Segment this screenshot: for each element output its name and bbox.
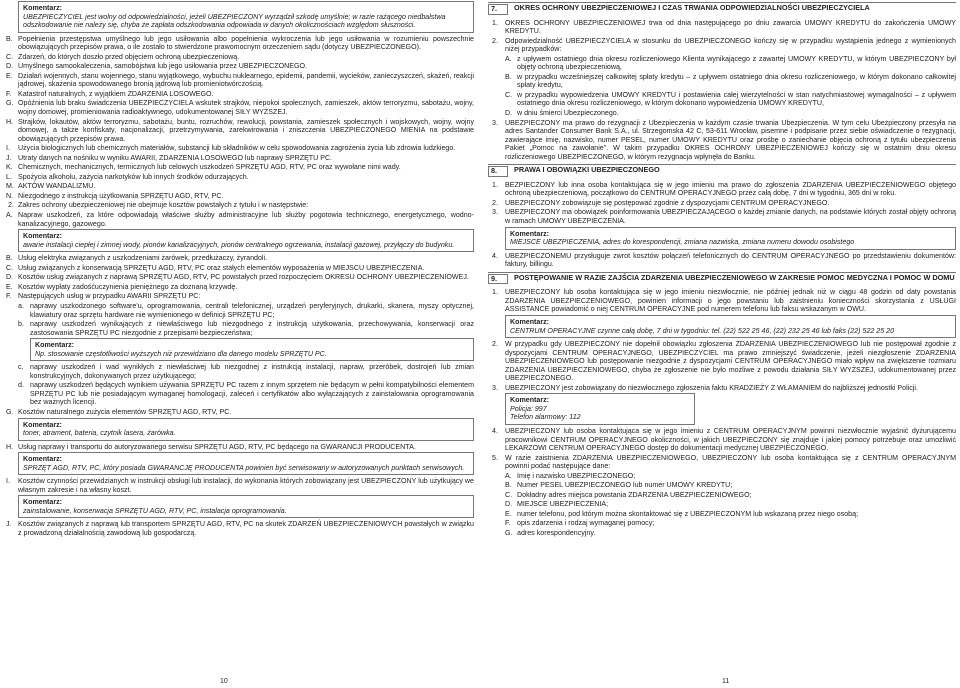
list-item: L. Spożycia alkoholu, zażycia narkotyków lub innych środków odurzających. — [6, 172, 249, 181]
comment-box: Komentarz: CENTRUM OPERACYJNE czynne całą dobę, 7 dni w tygodniu: tel. (22) 522 25 46, (22) 232 25 46 lub faks (22) 522 25 20 — [505, 315, 956, 338]
pc-sublist-2 — [6, 363, 474, 407]
list-item: H. Usług naprawy i transportu do autoryzowanego serwisu SPRZĘTU AGD, RTV, PC będącego na GWARANCJI PRODUCENTA. — [6, 442, 416, 451]
page-number-left: 10 — [220, 678, 228, 685]
list-item: J. Utraty danych na nośniku w wyniku AWARII, ZDARZENIA LOSOWEGO lub naprawy SPRZĘTU PC. — [6, 153, 333, 162]
list-item: F. Następujących usług w przypadku AWARII SPRZĘTU PC: — [6, 292, 201, 301]
list-item: 2. UBEZPIECZONY zobowiązuje się postępować zgodnie z dyspozycjami CENTRUM OPERACYJNEGO. — [492, 198, 830, 207]
list-item: B. Popełnienia przestępstwa umyślnego lub jego usiłowania albo popełnienia wykroczenia lub jego usiłowania w rozumieniu powszechnie obowiązujących przepisów prawa, o ile zostało to stwierdzone prawomocnym orzeczeniem sądu (dotyczy UBEZPIECZONEGO). — [6, 34, 474, 52]
section-9-list-3 — [488, 427, 956, 471]
list-item: E. numer telefonu, pod którym można skontaktować się z UBEZPIECZONYM lub wskazaną przez niego osobą; — [505, 509, 859, 518]
list-item: B. Numer PESEL UBEZPIECZONEGO lub numer UMOWY KREDYTU; — [505, 481, 733, 490]
list-item: G. Kosztów naturalnego zużycia elementów SPRZĘTU AGD, RTV, PC. — [6, 407, 232, 416]
list-item: 3. UBEZPIECZONY ma prawo do rezygnacji z Ubezpieczenia w każdym czasie trwania Ubezpieczenia. W tym celu Ubezpieczony przesyła na adres Santander Consumer Bank S.A., ul. Strzegomska 42 C, 53-611 Wrocław, pisemne i podpisane przez siebie oświadczenie o rezygnacji, zawierające imię, nazwisko, numer PESEL, numer UMOWY KREDYTU oraz prośbę o zaniechanie objęcia ochroną z tytułu ubezpieczenia Pakiet „Pomoc na zawołanie”. W takim przypadku OKRES OCHRONY UBEZPIECZENIOWEJ kończy się w ostatnim dniu okresu rozliczeniowego UBEZPIECZONEGO, w którym rezygnacja wpłynęła do Banku. — [492, 118, 956, 161]
item-h — [6, 443, 474, 452]
list-item: 1. OKRES OCHRONY UBEZPIECZENIOWEJ trwa od dnia następującego po dniu zawarcia UMOWY KREDYTU do zakończenia UMOWY KREDYTU. — [492, 18, 956, 36]
list-item: C. Usług związanych z konserwacją SPRZĘTU AGD, RTV, PC oraz stałych elementów wyposażenia w MIEJSCU UBEZPIECZENIA. — [6, 263, 425, 272]
left-column — [6, 0, 474, 539]
list-item: a. naprawy uszkodzonego software'u, oprogramowania, centrali telefonicznej, urządzeń peryferyjnych, drukarki, skanera, myszy optycznej, klawiatury oraz sprzętu hardware nie wymienionego w definicji SPRZĘTU PC; — [18, 301, 474, 319]
list-item: b. naprawy uszkodzeń wynikających z niewłaściwego lub niezgodnego z instrukcją użytkowania, przechowywania, konserwacji oraz zastosowania SPRZĘTU PC niezgodnie z przepisami bezpieczeństwa; — [18, 320, 474, 337]
list-item: 1. UBEZPIECZONY lub osoba kontaktująca się w jego imieniu niezwłocznie, nie później jednak niż w ciągu 48 godzin od daty powstania ZDARZENIA UBEZPIECZENIOWEGO, powinien informacji o jego powstaniu lub zaistnieniu konieczności skorzystania z USŁUGI ASSISTANCE powiadomić o niej CENTRUM OPERACYJNE pod numerem telefonu lub faksu wskazanym w OWU. — [492, 288, 956, 314]
item-i — [6, 477, 474, 494]
list-item: G. Opóźnienia lub braku świadczenia UBEZPIECZYCIELA wskutek strajków, niepokoi społecznych, zamieszek, aktów terroryzmu, sabotażu, wojny, wojny domowej, promieniowania radioaktywnego, udokumentowanej SIŁY WYŻSZEJ. — [6, 99, 474, 117]
list-item: H. Strajków, lokautów, aktów terroryzmu, sabotażu, buntu, rozruchów, rewolucji, powstania, zamieszek społecznych i wojskowych, wojny, wojny domowej, a także konfiskaty, nacjonalizacji, przetrzymywania, zarekwirowania i zniszczenia UBEZPIECZONEGO MIENIA na podstawie obowiązujących przepisów prawa. — [6, 117, 474, 143]
comment-box: Komentarz: toner, atrament, bateria, czytnik lasera, żarówka. — [18, 418, 474, 441]
list-item: A. Napraw uszkodzeń, za które odpowiadają właściwe służby administracyjne lub służby pogotowia technicznego, energetycznego, wodno-kanalizacyjnego, gazowego. — [6, 211, 474, 228]
comment-box: Komentarz: Policja: 997 Telefon alarmowy: 112 — [505, 393, 695, 425]
list-item: C. Zdarzeń, do których doszło przed objęciem ochroną ubezpieczeniową. — [6, 52, 240, 61]
section-7-sublist — [505, 55, 956, 118]
comment-box: Komentarz: MIEJSCE UBEZPIECZENIA, adres do korespondencji, zmiana nazwiska, zmiana numeru dowodu osobistego — [505, 227, 956, 250]
cost-exclusions-list-b — [6, 254, 474, 301]
section-heading-7: 7. OKRES OCHRONY UBEZPIECZENIOWEJ I CZAS TRWANIA ODPOWIEDZIALNOŚCI UBEZPIECZYCIELA — [488, 2, 956, 16]
page-number-right: 11 — [722, 678, 730, 685]
list-item: 5. W razie zaistnienia ZDARZENIA UBEZPIECZENIOWEGO, UBEZPIECZONY lub osoba kontaktująca się z CENTRUM OPERACYJNYM powinni podać następujące dane: — [492, 453, 956, 471]
list-item: E. Kosztów wypłaty zadośćuczynienia pieniężnego za doznaną krzywdę. — [6, 282, 238, 291]
list-item: 2. Zakres ochrony ubezpieczeniowej nie obejmuje kosztów powstałych z tytułu i w następstwie: — [8, 201, 309, 210]
comment-text: UBEZPIECZYCIEL jest wolny od odpowiedzialności, jeżeli UBEZPIECZONY wyrządził szkodę umyślnie; w razie rażącego niedbalstwa odszkodowanie nie należy się, chyba że zapłata odszkodowania odpowiada w danych okolicznościach względom słuszności. — [23, 12, 446, 30]
list-item: 4. UBEZPIECZONEMU przysługuje zwrot kosztów połączeń telefonicznych do CENTRUM OPERACYJNEGO po przedstawieniu dokumentów: faktury, billingu. — [492, 251, 956, 269]
comment-box: Komentarz: Np. stosowanie częstotliwości wyższych niż przewidziano dla danego modelu SPRZĘTU PC. — [30, 338, 474, 361]
comment-box: Komentarz: SPRZĘT AGD, RTV, PC, który posiada GWARANCJĘ PRODUCENTA powinien być serwisowany w autoryzowanych punktach serwisowych. — [18, 452, 474, 475]
list-item: 4. UBEZPIECZONY lub osoba kontaktująca się w jego imieniu z CENTRUM OPERACYJNYM powinni niezwłocznie wyjaśnić dyżurującemu pracownikowi CENTRUM OPERACYJNEGO okoliczności, w jakich UBEZPIECZONY się znajduje i jakiej pomocy potrzebuje oraz umożliwić LEKARZOWI CENTRUM OPERACYJNEGO dostęp do dokumentacji medycznej UBEZPIECZONEGO. — [492, 426, 956, 453]
list-item: F. Katastrof naturalnych, z wyjątkiem ZDARZENIA LOSOWEGO. — [6, 89, 214, 98]
list-item: 1. BEZPIECZONY lub inna osoba kontaktująca się w jego imieniu ma prawo do zgłoszenia ZDARZENIA UBEZPIECZENIOWEGO objętego ochroną ubezpieczeniową, początkowo do CENTRUM OPERACYJNEGO przez całą dobę, 7 dni w tygodniu, 365 dni w roku. — [492, 180, 956, 198]
right-column — [488, 0, 956, 539]
section-7-list-3 — [488, 119, 956, 162]
section-heading-8: 8. PRAWA I OBOWIĄZKI UBEZPIECZONEGO — [488, 164, 956, 178]
list-item: D. Kosztów usług związanych z naprawą SPRZĘTU AGD, RTV, PC powstałych przed rozpoczęciem OKRESU OCHRONY UBEZPIECZENIOWEJ. — [6, 273, 469, 282]
list-item: J. Kosztów związanych z naprawą lub transportem SPRZĘTU AGD, RTV, PC na skutek ZDARZEŃ UBEZPIECZENIOWYCH powstałych w związku z prowadzoną działalnością zawodową lub gospodarczą. — [6, 520, 474, 537]
list-item: D. MIEJSCE UBEZPIECZENIA; — [505, 500, 609, 509]
section-9-list — [488, 288, 956, 314]
list-item: D. Umyślnego samookaleczenia, samobójstwa lub jego usiłowania przez UBEZPIECZONEGO. — [6, 62, 307, 71]
list-item: B. Usług elektryka związanych z uszkodzeniami żarówek, przedłużaczy, żyrandoli. — [6, 254, 268, 263]
list-item: B. w przypadku wcześniejszej całkowitej spłaty kredytu – z upływem ostatniego dnia okresu rozliczeniowego, w którym dokonano całkowitej spłaty kredytu, — [505, 72, 956, 90]
list-item: I. Kosztów czynności przewidzianych w instrukcji obsługi lub instalacji, do wykonania których zobowiązany jest UBEZPIECZONY lub użytkujący we własnym zakresie i na własny koszt. — [6, 477, 474, 494]
comment-heading: Komentarz: — [23, 4, 63, 12]
list-item: C. Dokładny adres miejsca powstania ZDARZENIA UBEZPIECZENIOWEGO; — [505, 490, 752, 499]
section-9-sublist — [505, 472, 956, 538]
list-item: 2. Odpowiedzialność UBEZPIECZYCIELA w stosunku do UBEZPIECZONEGO kończy się w przypadku wystąpienia jednego z wymienionych niżej przypadków: — [492, 36, 956, 54]
section-7-list — [488, 19, 956, 54]
list-item: F. opis zdarzenia i rodzaj wymaganej pomocy; — [505, 519, 655, 528]
section-8-list — [488, 181, 956, 226]
list-item: d. naprawy uszkodzeń będących wynikiem używania SPRZĘTU PC razem z innym sprzętem nie będącym w pełni kompatybilności elementem SPRZĘTU PC lub nie posiadającym wymaganej homologacji, zaleceń i certyfikatów albo wyłączających z zainstalowania oprogramowania bez ważnych licencji. — [18, 381, 474, 407]
list-item: I. Użycia biologicznych lub chemicznych materiałów, substancji lub składników w celu spowodowania zagrożenia życia lub zdrowia ludzkiego. — [6, 144, 456, 153]
list-item: A. z upływem ostatniego dnia okresu rozliczeniowego Klienta wynikającego z zawartej UMOWY KREDYTU, w którym UBEZPIECZONY był objęty ochroną ubezpieczeniową, — [505, 54, 956, 72]
list-item: 2. W przypadku gdy UBEZPIECZONY nie dopełnił obowiązku zgłoszenia ZDARZENIA UBEZPIECZENIOWEGO lub nie postępował zgodnie z dyspozycjami CENTRUM OPERACYJNEGO, UBEZPIECZYCIEL ma prawo zmniejszyć świadczenie, jeżeli niezgłoszenie ZDARZENIA UBEZPIECZENIOWEGO lub postępowanie niezgodnie z dyspozycjami CENTRUM OPERACYJNEGO miało wpływ na zwiększenie rozmiaru ZDARZENIA UBEZPIECZENIOWEGO, chyba że zgłoszenie nie było możliwe z powodu działania SIŁY WYŻSZEJ, udokumentowanej przez UBEZPIECZONEGO. — [492, 340, 956, 383]
comment-box — [18, 1, 474, 33]
comment-box: Komentarz: zainstalowanie, konserwacja SPRZĘTU AGD, RTV, PC, instalacja oprogramowania. — [18, 495, 474, 518]
list-item: A. Imię i nazwisko UBEZPIECZONEGO; — [505, 471, 636, 480]
comment-box: Komentarz: awarie instalacji ciepłej i zimnej wody, pionów kanalizacyjnych, pionów centralnego ogrzewania, instalacji gazowej, przyłączy do budynku. — [18, 229, 474, 252]
section-8-list-4 — [488, 252, 956, 269]
list-item: G. adres korespondencyjny. — [505, 528, 596, 537]
section-9-list-2 — [488, 340, 956, 392]
section-heading-9: 9. POSTĘPOWANIE W RAZIE ZAJŚCIA ZDARZENIA UBEZPIECZENIOWEGO W ZAKRESIE POMOC MEDYCZNA I POMOC W DOMU — [488, 272, 956, 286]
list-item: c. naprawy uszkodzeń i wad wynikłych z niewłaściwej lub niezgodnej z instrukcją instalacji, napraw, przeróbek, dostrojeń lub zmian konstrukcyjnych, dokonywanych przez użytkującego; — [18, 363, 474, 380]
point-2 — [6, 201, 474, 210]
list-item: 3. UBEZPIECZONY ma obowiązek poinformowania UBEZPIECZAJĄCEGO o każdej zmianie danych, na podstawie których został objęty ochroną w ramach UMOWY UBEZPIECZENIA. — [492, 208, 956, 226]
list-item: 3. UBEZPIECZONY jest zobowiązany do niezwłocznego zgłoszenia faktu KRADZIEŻY Z WŁAMANIEM do najbliższej jednostki Policji. — [492, 383, 918, 392]
list-item: C. w przypadku wypowiedzenia UMOWY KREDYTU i postawienia całej wierzytelności w stan natychmiastowej wymagalności – z upływem ostatniego dnia okresu rozliczeniowego, w którym dokonano wypowiedzenia UMOWY KREDYTU, — [505, 90, 956, 108]
list-item: E. Działań wojennych, stanu wojennego, stanu wyjątkowego, wybuchu nuklearnego, epidemii, pandemii, wycieków, zanieczyszczeń, skażeń, reakcji jądrowej, skażenia spowodowanego bronią jądrową lub promieniotwórczością. — [6, 71, 474, 89]
list-item: M. AKTÓW WANDALIZMU. — [6, 182, 96, 191]
list-item: N. Niezgodnego z instrukcją użytkowania SPRZĘTU AGD, RTV, PC. — [6, 191, 224, 200]
pc-sublist — [6, 302, 474, 337]
item-g — [6, 408, 474, 417]
exclusions-list — [6, 35, 474, 201]
list-item: D. w dniu śmierci Ubezpieczonego. — [505, 109, 619, 118]
list-item: K. Chemicznych, mechanicznych, termicznych lub celowych uszkodzeń SPRZĘTU AGD, RTV, PC oraz wywołane nimi wady. — [6, 163, 401, 172]
cost-exclusions-list — [6, 211, 474, 228]
item-j — [6, 520, 474, 537]
